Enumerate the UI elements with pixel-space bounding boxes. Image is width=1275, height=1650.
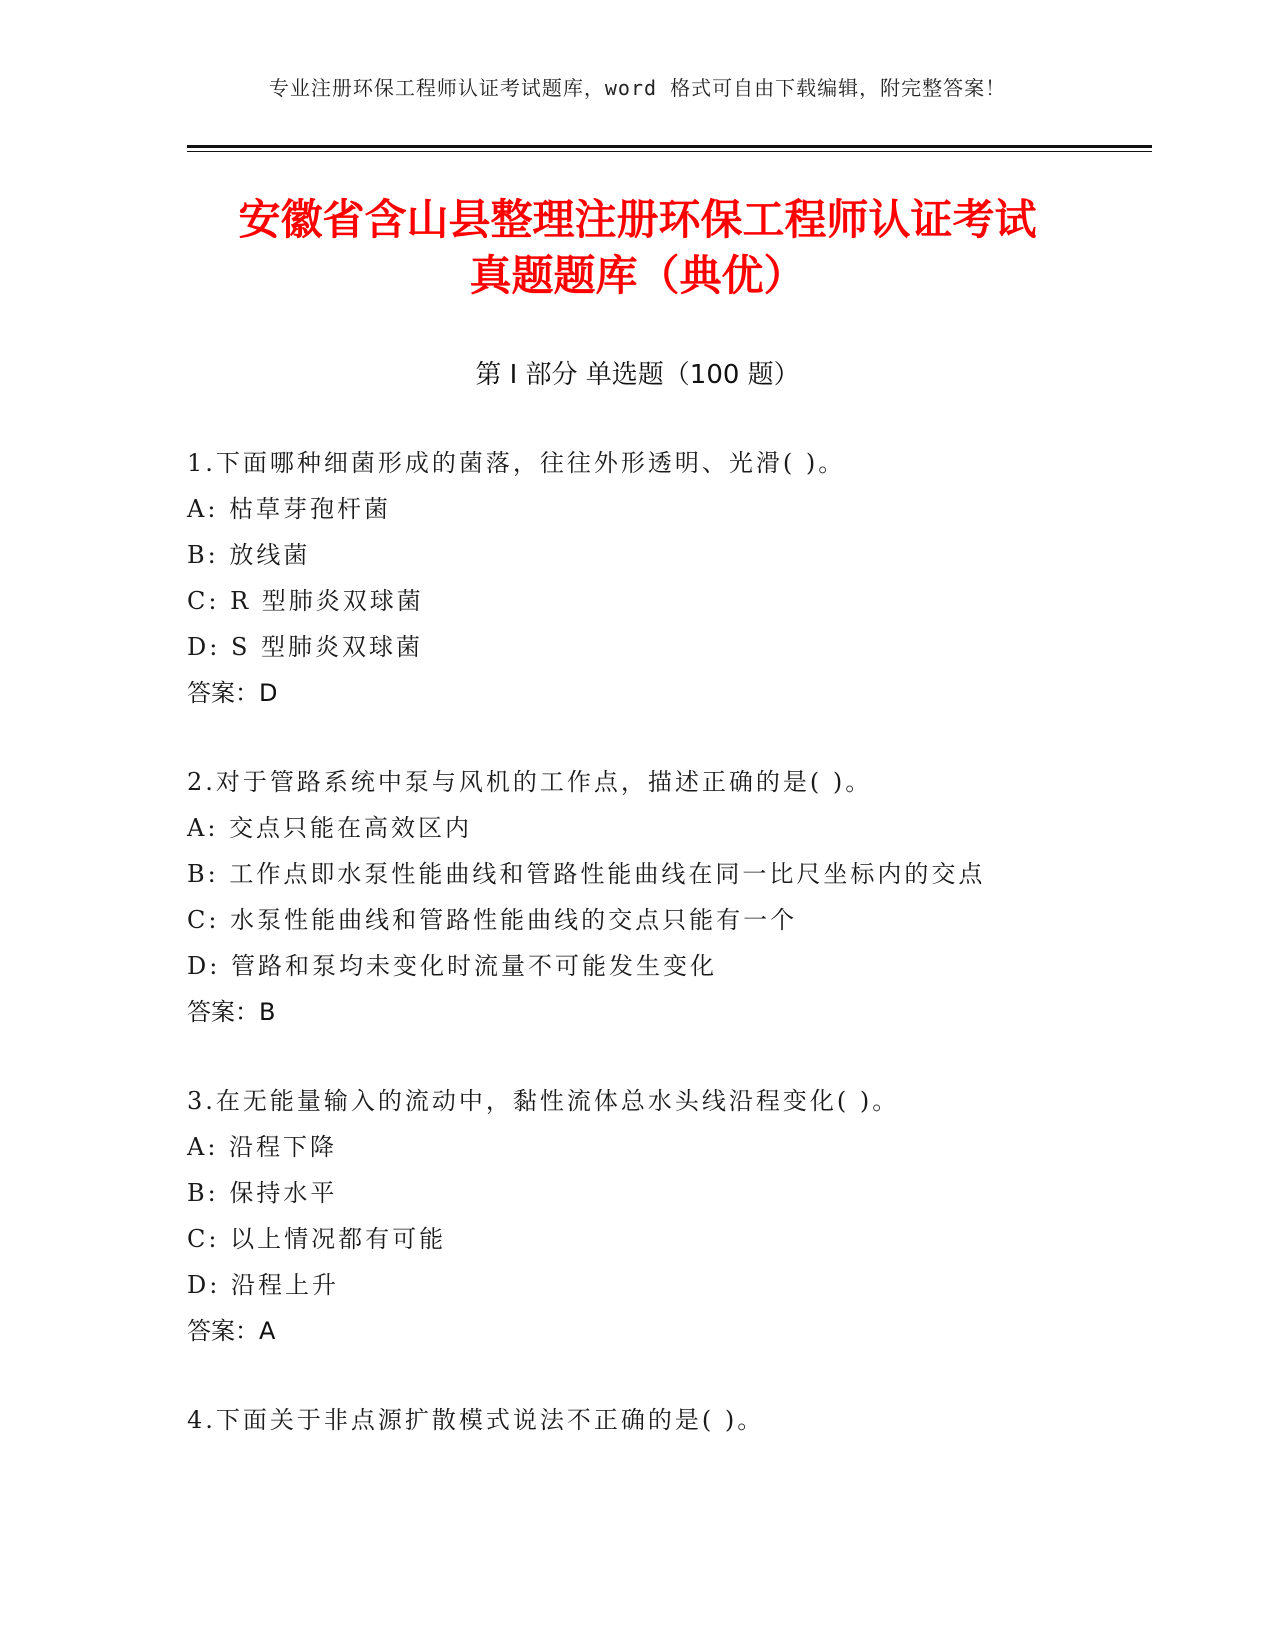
option-b: B: 工作点即水泵性能曲线和管路性能曲线在同一比尺坐标内的交点: [187, 860, 986, 888]
option-c: C: 以上情况都有可能: [187, 1225, 447, 1253]
option-d: D: 管路和泵均未变化时流量不可能发生变化: [187, 952, 717, 980]
answer: 答案：D: [187, 679, 278, 707]
header-rule-thin: [187, 151, 1152, 152]
option-c: C: R 型肺炎双球菌: [187, 587, 424, 615]
question-3: [187, 1078, 1147, 1354]
question-stem: 4.下面关于非点源扩散模式说法不正确的是( )。: [187, 1406, 765, 1434]
answer: 答案：A: [187, 1317, 276, 1345]
question-4: [187, 1397, 1147, 1443]
question-stem: 3.在无能量输入的流动中，黏性流体总水头线沿程变化( )。: [187, 1087, 900, 1115]
title-line-1: 安徽省含山县整理注册环保工程师认证考试: [238, 195, 1037, 244]
document-title: [0, 192, 1275, 304]
header-note: 专业注册环保工程师认证考试题库，word 格式可自由下载编辑，附完整答案！: [268, 76, 1007, 100]
section-heading: 第 I 部分 单选题（100 题）: [475, 360, 800, 390]
question-stem: 1.下面哪种细菌形成的菌落，往往外形透明、光滑( )。: [187, 449, 846, 477]
answer: 答案：B: [187, 998, 276, 1026]
question-list: [187, 440, 1147, 1486]
question-stem: 2.对于管路系统中泵与风机的工作点，描述正确的是( )。: [187, 768, 873, 796]
option-a: A: 枯草芽孢杆菌: [187, 495, 392, 523]
header-rule-thick: [187, 145, 1152, 148]
title-line-2: 真题题库（典优）: [469, 251, 806, 300]
question-2: [187, 759, 1147, 1035]
option-b: B: 放线菌: [187, 541, 311, 569]
option-d: D: 沿程上升: [187, 1271, 339, 1299]
option-b: B: 保持水平: [187, 1179, 338, 1207]
option-a: A: 沿程下降: [187, 1133, 338, 1161]
option-d: D: S 型肺炎双球菌: [187, 633, 424, 661]
question-1: [187, 440, 1147, 716]
option-a: A: 交点只能在高效区内: [187, 814, 473, 842]
option-c: C: 水泵性能曲线和管路性能曲线的交点只能有一个: [187, 906, 798, 934]
